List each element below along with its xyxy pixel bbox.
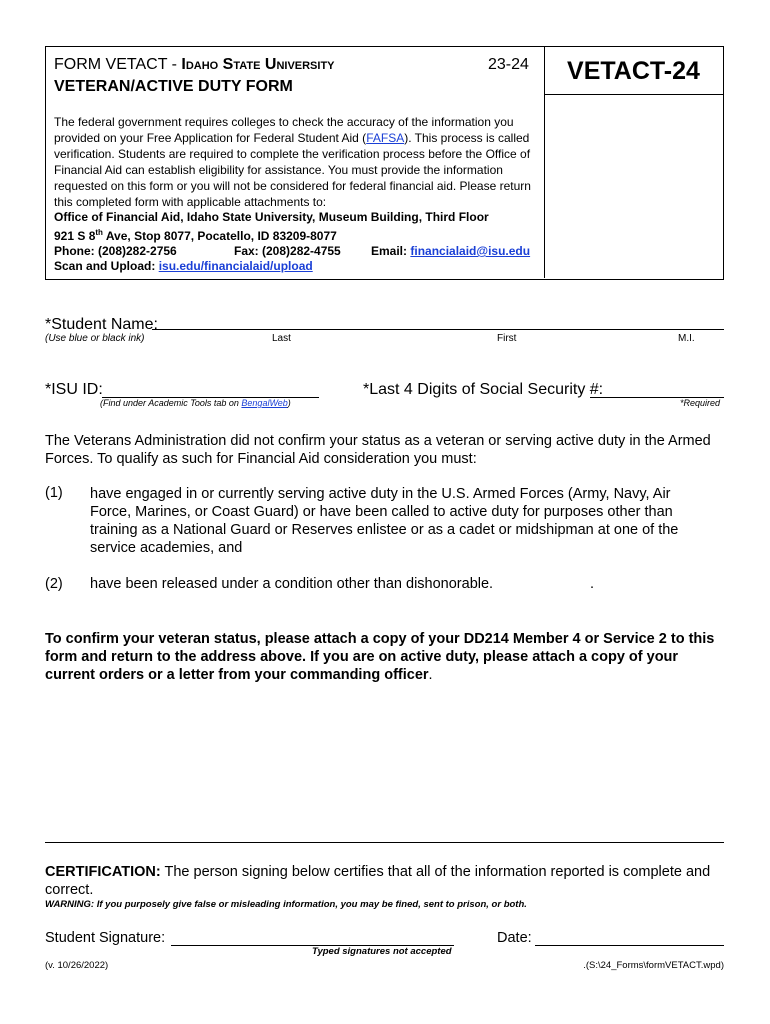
intro-text: The federal government requires colleges to check the accuracy of the information you provided on your Free Application for Federal Student Aid (FAFSA). This process is called verification. Students are required to complete the verification process before the Office of Financial Aid can establish eligibility for assistance. You must provide the information requested on this form or you will not be considered for federal financial aid. Please return this completed form with applicable attachments to: <box>54 115 531 209</box>
item-1-num: (1) <box>45 485 63 501</box>
form-year: 23-24 <box>488 56 529 73</box>
fax: Fax: (208)282-4755 <box>234 244 341 258</box>
certification-text: CERTIFICATION: The person signing below certifies that all of the information reported is complete and correct. <box>45 864 711 898</box>
signature-label: Student Signature: <box>45 930 166 946</box>
isu-id-hint: (Find under Academic Tools tab on BengalWeb) <box>100 398 291 408</box>
phone: Phone: (208)282-2756 <box>54 244 177 258</box>
contact-line <box>54 244 540 259</box>
mi-label: M.I. <box>678 333 695 344</box>
item-2-num: (2) <box>45 576 63 592</box>
email-link[interactable]: financialaid@isu.edu <box>410 244 531 258</box>
certification-heading: CERTIFICATION: <box>45 864 161 880</box>
university-name: Idaho State University <box>181 56 335 73</box>
first-label: First <box>497 333 517 344</box>
last-label: Last <box>272 333 291 344</box>
student-name-field[interactable] <box>152 313 724 330</box>
address-line-1: Office of Financial Aid, Idaho State University, Museum Building, Third Floor <box>54 210 489 224</box>
version-footer: (v. 10/26/2022) <box>45 960 109 971</box>
warning-text: WARNING: If you purposely give false or misleading information, you may be fined, sent to prison, or both. <box>45 899 527 910</box>
date-label: Date: <box>497 930 532 946</box>
form-title: VETERAN/ACTIVE DUTY FORM <box>54 78 293 95</box>
signature-field[interactable] <box>171 928 454 946</box>
student-name-label: *Student Name: <box>45 316 158 333</box>
form-code: VETACT-24 <box>567 57 700 85</box>
signature-note: Typed signatures not accepted <box>312 946 452 957</box>
fafsa-link[interactable]: FAFSA <box>366 131 405 145</box>
confirm-paragraph: To confirm your veteran status, please attach a copy of your DD214 Member 4 or Service 2 to this form and return to the address above. If you are on active duty, please attach a copy of your current orders or a letter from your commanding officer. <box>45 631 715 683</box>
contact-block <box>54 210 540 274</box>
email-block: Email: financialaid@isu.edu <box>371 244 531 258</box>
form-header-line <box>54 56 335 74</box>
path-footer: .(S:\24_Forms\formVETACT.wpd) <box>583 960 724 971</box>
section-divider <box>45 842 724 843</box>
body-paragraph: The Veterans Administration did not confirm your status as a veteran or serving active duty in the Armed Forces. To qualify as such for Financial Aid consideration you must: <box>45 433 711 467</box>
ssn-field[interactable] <box>590 379 724 398</box>
isu-id-field[interactable] <box>102 379 319 398</box>
item-1-text: have engaged in or currently serving active duty in the U.S. Armed Forces (Army, Navy, Air Force, Marines, or Coast Guard) or have been called to active duty for purposes other than training as a National Guard or Reserves enlistee or as a cadet or midshipman at one of the service academies, and <box>90 486 679 556</box>
item-2-trail: . <box>590 576 595 592</box>
required-note: *Required <box>680 398 721 408</box>
item-2-text: have been released under a condition other than dishonorable. <box>90 576 494 592</box>
ssn-label: *Last 4 Digits of Social Security #: <box>363 381 604 398</box>
date-field[interactable] <box>535 928 724 946</box>
address-line-2: 921 S 8th Ave, Stop 8077, Pocatello, ID 83209-8077 <box>54 228 337 243</box>
upload-line: Scan and Upload: isu.edu/financialaid/upload <box>54 259 313 273</box>
isu-id-label: *ISU ID: <box>45 381 103 398</box>
form-code-box-bottom <box>544 94 723 95</box>
ink-note: (Use blue or black ink) <box>45 333 145 344</box>
bengalweb-link[interactable]: BengalWeb <box>241 398 288 408</box>
form-prefix: FORM VETACT - <box>54 56 182 73</box>
upload-link[interactable]: isu.edu/financialaid/upload <box>158 259 313 273</box>
